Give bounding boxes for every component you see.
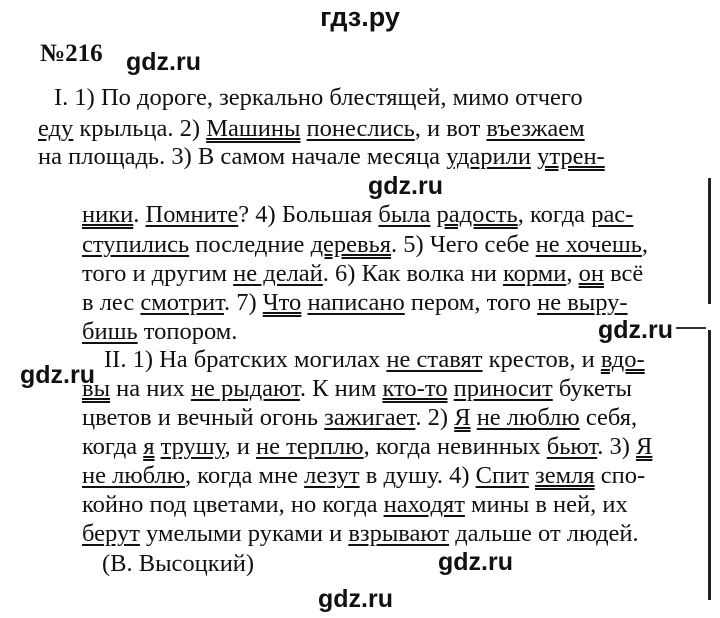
subject: вдо- xyxy=(600,346,645,373)
text-line: койно под цветами, но когда находят мины в ней, их xyxy=(82,491,628,518)
predicate: бишь xyxy=(82,318,138,345)
subject: Что xyxy=(262,289,302,316)
predicate: была xyxy=(378,201,431,228)
text-line: цветов и вечный огонь зажигает. 2) Я не люблю себя, xyxy=(82,404,638,431)
text-line: ступились последние деревья. 5) Чего себе не хочешь, xyxy=(82,231,649,258)
subject: Я xyxy=(636,433,653,460)
scan-mark xyxy=(676,327,706,329)
task-number: №216 xyxy=(40,40,103,67)
predicate: не делай xyxy=(233,260,323,287)
watermark: gdz.ru xyxy=(598,316,673,344)
predicate: смотрит xyxy=(140,289,224,316)
subject: кто-то xyxy=(382,375,448,402)
predicate: въезжаем xyxy=(486,115,585,142)
predicate: ударили xyxy=(446,143,531,170)
predicate: корми xyxy=(502,260,567,287)
text-line: берут умелыми руками и взрывают дальше от людей. xyxy=(82,520,639,547)
predicate: лезут xyxy=(304,462,360,489)
predicate: не рыдают xyxy=(190,375,300,402)
text-line: I. 1) По дороге, зеркально блестящей, мимо отчего xyxy=(54,84,583,111)
text-line: на площадь. 3) В самом начале месяца ударили утрен- xyxy=(38,143,605,170)
text-line: бишь топором. xyxy=(82,318,238,345)
site-title: гдз.ру xyxy=(320,2,400,32)
text-line: не люблю, когда мне лезут в душу. 4) Спит земля спо- xyxy=(82,462,646,489)
text-line: в лес смотрит. 7) Что написано пером, того не выру- xyxy=(82,289,628,316)
text-line: того и другим не делай. 6) Как волка ни корми, он всё xyxy=(82,260,644,287)
predicate: не выру- xyxy=(537,289,628,316)
subject: деревья xyxy=(310,231,392,258)
predicate: еду xyxy=(38,115,74,142)
predicate: не хочешь xyxy=(535,231,642,258)
predicate: трушу xyxy=(160,433,225,460)
predicate: берут xyxy=(82,520,140,547)
text-line: ники. Помните? 4) Большая была радость, когда рас- xyxy=(82,201,634,228)
subject: радость xyxy=(436,201,518,228)
predicate: рас- xyxy=(591,201,634,228)
subject: земля xyxy=(535,462,595,489)
predicate: находят xyxy=(383,491,465,518)
subject: ники xyxy=(82,201,134,228)
predicate: написано xyxy=(307,289,405,316)
predicate: не люблю xyxy=(476,404,580,431)
subject: Я xyxy=(454,404,471,431)
predicate: бьют xyxy=(546,433,598,460)
watermark: gdz.ru xyxy=(20,361,95,389)
watermark: gdz.ru xyxy=(126,48,201,76)
predicate: Спит xyxy=(475,462,529,489)
text-line: вы на них не рыдают. К ним кто-то приносит букеты xyxy=(82,375,632,402)
predicate: приносит xyxy=(453,375,553,402)
predicate: не ставят xyxy=(386,346,483,373)
predicate: не люблю xyxy=(82,462,186,489)
author: (В. Высоцкий) xyxy=(102,550,255,577)
subject: он xyxy=(578,260,604,287)
predicate: понеслись xyxy=(306,115,415,142)
watermark: gdz.ru xyxy=(318,585,393,613)
text-line: когда я трушу, и не терплю, когда невинных бьют. 3) Я xyxy=(82,433,653,460)
text-line: II. 1) На братских могилах не ставят крестов, и вдо- xyxy=(104,346,645,373)
subject: вы xyxy=(82,375,111,402)
watermark: gdz.ru xyxy=(368,172,443,200)
scan-margin-line xyxy=(708,178,711,304)
predicate: не терплю xyxy=(255,433,364,460)
text-line: еду крыльца. 2) Машины понеслись, и вот въезжаем xyxy=(38,115,585,142)
watermark: gdz.ru xyxy=(438,548,513,576)
subject: я xyxy=(143,433,155,460)
subject: утрен- xyxy=(537,143,605,170)
predicate: взрывают xyxy=(348,520,450,547)
scan-margin-line xyxy=(708,330,711,600)
predicate: Помните xyxy=(145,201,239,228)
predicate: зажигает xyxy=(324,404,416,431)
predicate: ступились xyxy=(82,231,190,258)
subject: Машины xyxy=(206,115,301,142)
